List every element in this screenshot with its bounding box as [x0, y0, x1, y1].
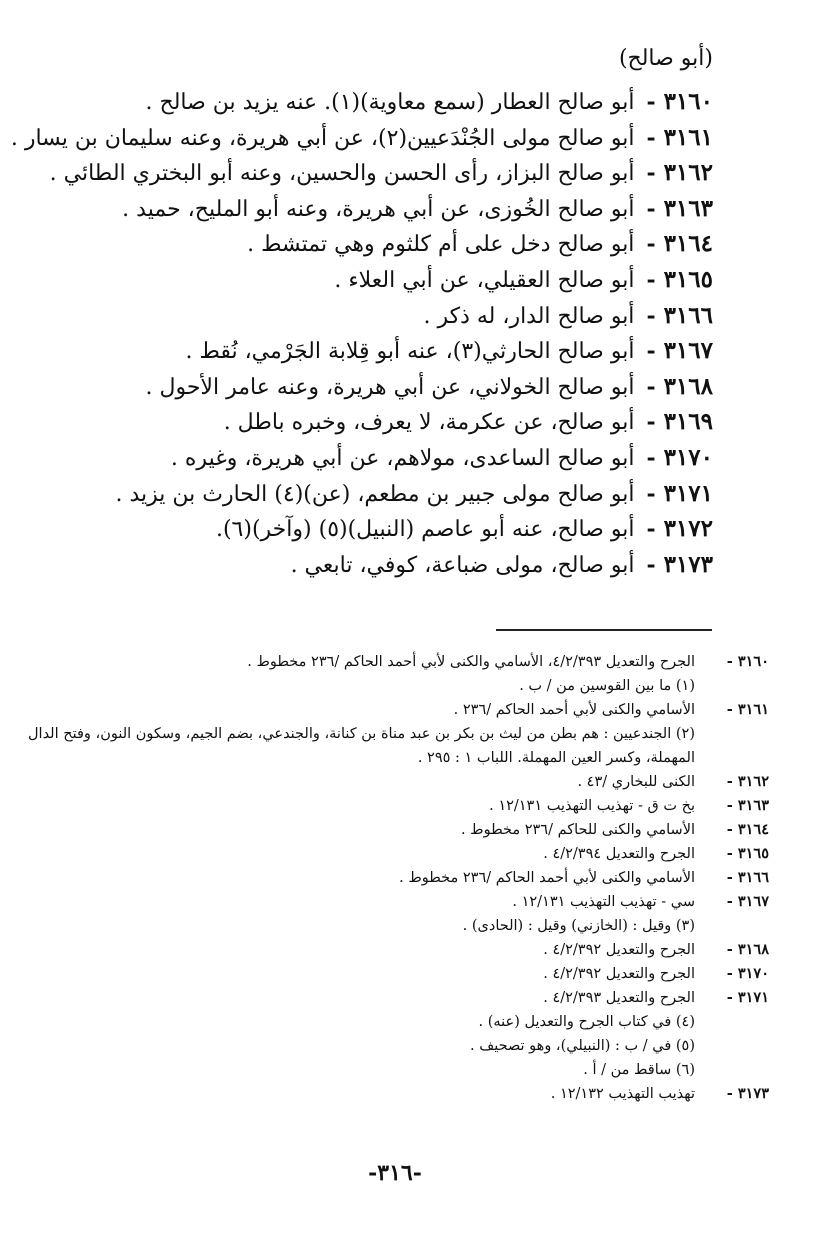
footnote-row — [19, 866, 769, 890]
entry-number: ٣١٦٥ — [663, 265, 713, 293]
entry-row — [73, 444, 713, 480]
entry-number: ٣١٧٢ — [663, 515, 713, 543]
footnote-row — [19, 1034, 769, 1058]
entry-text: أبو صالح مولى الجُنْدَعيين(٢)، عن أبي هريرة، وعنه سليمان بن يسار . — [10, 125, 635, 151]
entry-dash: - — [646, 409, 656, 436]
entry-number: ٣١٦٦ — [663, 301, 713, 329]
entry-row — [73, 230, 713, 266]
footnote-row — [19, 986, 769, 1010]
footnote-row — [19, 842, 769, 866]
entry-number: ٣١٧٠ — [663, 443, 713, 471]
entry-row — [73, 88, 713, 124]
footnote-text: (٢) الجندعيين : هم بطن من ليث بن بكر بن عبد مناة بن كنانة، والجندعي، بضم الجيم، وسكون النون، وفتح الدال المهملة، وكسر العين المهملة. اللباب ١ : ٢٩٥ . — [28, 726, 695, 766]
footnote-row — [19, 962, 769, 986]
entry-number: ٣١٦٨ — [663, 372, 713, 400]
footnote-text: الأسامي والكنى لأبي أحمد الحاكم /٢٣٦ . — [453, 702, 695, 718]
entry-text: أبو صالح الدار، له ذكر . — [423, 303, 635, 329]
footnote-row — [19, 1082, 769, 1106]
footnote-row — [19, 794, 769, 818]
footnote-ref: ٣١٧٠ - — [726, 965, 769, 982]
footnote-row — [19, 914, 769, 938]
footnote-separator — [496, 629, 712, 631]
entry-number: ٣١٦٤ — [663, 230, 713, 258]
entry-text: أبو صالح العقيلي، عن أبي العلاء . — [334, 267, 635, 293]
entry-text: أبو صالح الساعدى، مولاهم، عن أبي هريرة، وغيره . — [170, 445, 635, 471]
footnote-ref: ٣١٦٦ - — [726, 869, 769, 886]
entry-number: ٣١٦٩ — [663, 408, 713, 436]
entry-dash: - — [646, 302, 656, 329]
entry-number: ٣١٦٢ — [663, 159, 713, 187]
entry-row — [73, 515, 713, 551]
footnote-row — [19, 650, 769, 674]
page-number: -٣١٦- — [368, 1160, 422, 1186]
entry-row — [73, 302, 713, 338]
footnote-text: (٣) وقيل : (الخازني) وقيل : (الحادى) . — [462, 918, 695, 934]
entry-dash: - — [646, 373, 656, 400]
entry-dash: - — [646, 338, 656, 365]
footnote-text: الجرح والتعديل ٤/٢/٣٩٣ . — [543, 990, 695, 1006]
entry-row — [73, 551, 713, 587]
entry-number: ٣١٧٣ — [663, 550, 713, 578]
entry-number: ٣١٦٠ — [663, 88, 713, 115]
footnote-row — [19, 1010, 769, 1034]
entry-number: ٣١٧١ — [663, 479, 713, 507]
footnote-row — [19, 770, 769, 794]
footnote-text: سي - تهذيب التهذيب ١٢/١٣١ . — [512, 894, 695, 910]
running-head: (أبو صالح) — [618, 46, 713, 71]
footnote-row — [19, 674, 769, 698]
footnote-ref: ٣١٦٢ - — [726, 773, 769, 790]
entry-dash: - — [646, 551, 656, 578]
footnote-text: الأسامي والكنى لأبي أحمد الحاكم /٢٣٦ مخطوط . — [399, 870, 695, 886]
footnote-ref: ٣١٦٤ - — [726, 821, 769, 838]
entry-text: أبو صالح البزاز، رأى الحسن والحسين، وعنه أبو البختري الطائي . — [49, 161, 635, 187]
footnote-text: (١) ما بين القوسين من / ب . — [519, 678, 695, 694]
footnote-text: الجرح والتعديل ٤/٢/٣٩٢ . — [543, 966, 695, 982]
footnote-ref: ٣١٦٣ - — [726, 797, 769, 814]
footnote-ref: ٣١٧١ - — [726, 989, 769, 1006]
footnote-row — [19, 698, 769, 722]
entry-text: أبو صالح مولى جبير بن مطعم، (عن)(٤) الحارث بن يزيد . — [115, 481, 635, 507]
entry-dash: - — [646, 480, 656, 507]
footnote-ref: ٣١٦٧ - — [726, 893, 769, 910]
footnote-text: الجرح والتعديل ٤/٢/٣٩٣، الأسامي والكنى لأبي أحمد الحاكم /٢٣٦ مخطوط . — [247, 654, 695, 670]
entry-dash: - — [646, 444, 656, 471]
footnote-text: بخ ت ق - تهذيب التهذيب ١٢/١٣١ . — [489, 798, 695, 814]
entry-row — [10, 123, 713, 160]
footnote-ref: ٣١٦١ - — [726, 701, 769, 718]
entry-row — [73, 480, 713, 516]
footnote-text: (٥) في / ب : (النبيلي)، وهو تصحيف . — [470, 1038, 695, 1054]
entry-text: أبو صالح العطار (سمع معاوية)(١). عنه يزيد بن صالح . — [145, 90, 635, 115]
entry-text: أبو صالح، مولى ضباعة، كوفي، تابعي . — [290, 552, 635, 578]
entry-text: أبو صالح الخولاني، عن أبي هريرة، وعنه عامر الأحول . — [145, 374, 635, 400]
entry-number: ٣١٦١ — [663, 123, 713, 151]
footnote-row — [19, 818, 769, 842]
footnote-row — [19, 1058, 769, 1082]
footnote-ref: ٣١٧٣ - — [726, 1085, 769, 1102]
entry-text: أبو صالح الخُوزى، عن أبي هريرة، وعنه أبو المليح، حميد . — [122, 196, 635, 222]
footnote-text: الجرح والتعديل ٤/٢/٣٩٢ . — [543, 942, 695, 958]
footnote-ref: ٣١٦٠ - — [726, 653, 769, 670]
entry-dash: - — [646, 231, 656, 258]
entry-row — [73, 195, 713, 231]
entry-dash: - — [646, 89, 656, 115]
entry-text: أبو صالح دخل على أم كلثوم وهي تمتشط . — [247, 232, 635, 258]
entry-dash: - — [646, 195, 656, 222]
entry-row — [73, 337, 713, 373]
entry-dash: - — [646, 124, 656, 151]
footnotes-list — [19, 650, 769, 1106]
entry-text: أبو صالح، عنه أبو عاصم (النبيل)(٥) (وآخر)(٦). — [215, 517, 635, 543]
footnote-text: الكنى للبخاري /٤٣ . — [577, 774, 695, 790]
entry-number: ٣١٦٧ — [663, 337, 713, 365]
footnote-row — [19, 890, 769, 914]
footnote-ref: ٣١٦٨ - — [726, 941, 769, 958]
footnote-text: الجرح والتعديل ٤/٢/٣٩٤ . — [543, 846, 695, 862]
entry-text: أبو صالح، عن عكرمة، لا يعرف، وخبره باطل . — [223, 410, 635, 436]
footnote-ref: ٣١٦٥ - — [726, 845, 769, 862]
entry-dash: - — [646, 160, 656, 187]
entry-dash: - — [646, 516, 656, 543]
entry-row — [73, 373, 713, 409]
entries-list — [10, 88, 713, 586]
footnote-text: (٤) في كتاب الجرح والتعديل (عنه) . — [478, 1014, 695, 1030]
entry-text: أبو صالح الحارثي(٣)، عنه أبو قِلابة الجَرْمي، نُقط . — [185, 339, 635, 365]
entry-row — [73, 266, 713, 302]
footnote-text: (٦) ساقط من / أ . — [583, 1062, 695, 1078]
entry-number: ٣١٦٣ — [663, 194, 713, 222]
footnote-row — [19, 938, 769, 962]
footnote-text: الأسامي والكنى للحاكم /٢٣٦ مخطوط . — [460, 822, 695, 838]
entry-row — [49, 159, 713, 195]
entry-dash: - — [646, 266, 656, 293]
footnote-row — [19, 722, 769, 770]
entry-row — [73, 408, 713, 444]
footnote-text: تهذيب التهذيب ١٢/١٣٢ . — [550, 1086, 695, 1102]
